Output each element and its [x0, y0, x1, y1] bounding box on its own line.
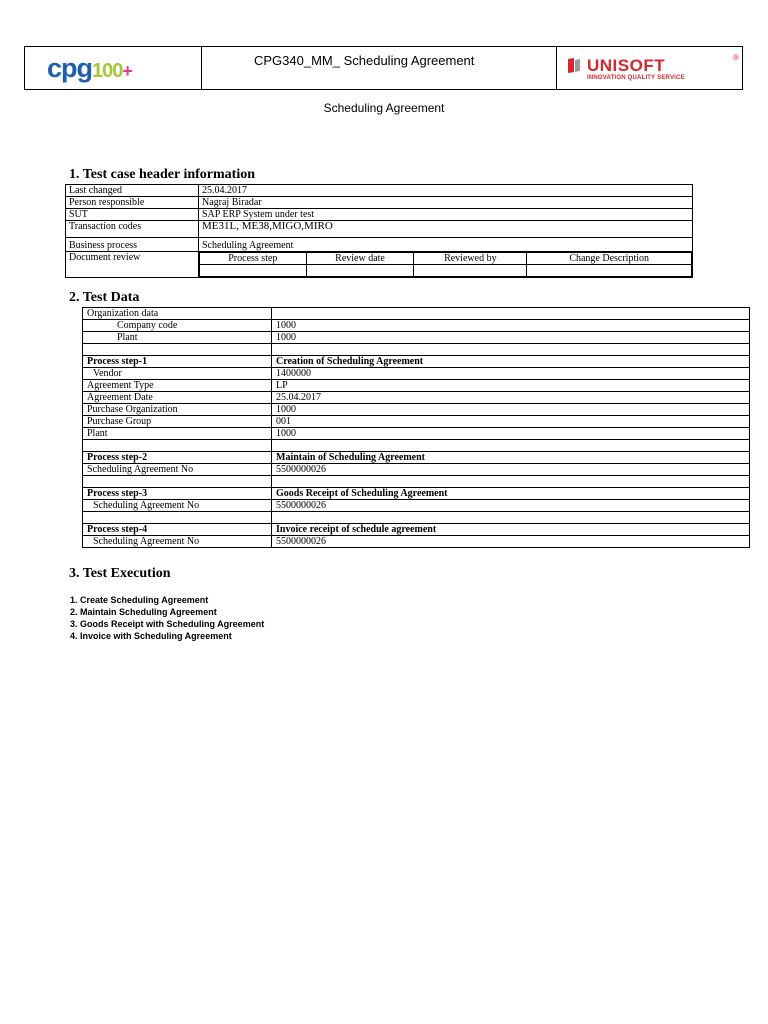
company-code-value: 1000	[272, 320, 750, 332]
table-row	[83, 452, 750, 464]
table-row	[83, 536, 750, 548]
empty-cell	[306, 265, 414, 277]
table-row	[83, 320, 750, 332]
org-data-label: Organization data	[83, 308, 272, 320]
table-row	[83, 392, 750, 404]
subtable-header-row	[200, 253, 692, 265]
document-title: Scheduling Agreement	[323, 101, 445, 115]
step4-sa-value: 5500000026	[272, 536, 750, 548]
empty-cell	[527, 265, 692, 277]
step4-label: Process step-4	[83, 524, 272, 536]
table-row	[66, 221, 693, 238]
doc-review-subtable-cell	[199, 252, 693, 278]
row-label: Transaction codes	[66, 221, 199, 238]
step3-sa-label: Scheduling Agreement No	[83, 500, 272, 512]
table-row	[83, 416, 750, 428]
table-row	[83, 500, 750, 512]
step2-label: Process step-2	[83, 452, 272, 464]
step3-label: Process step-3	[83, 488, 272, 500]
list-item: 3. Goods Receipt with Scheduling Agreement	[70, 619, 265, 629]
table-row	[83, 332, 750, 344]
empty-cell	[414, 265, 527, 277]
table-row	[66, 209, 693, 221]
table-row	[66, 238, 693, 252]
col-reviewed-by: Reviewed by	[414, 253, 527, 265]
table-row-doc-review	[66, 252, 693, 278]
execution-list	[70, 594, 264, 642]
unisoft-reg-mark: ®	[733, 53, 739, 62]
doc-review-subtable	[199, 252, 692, 277]
table-row	[83, 524, 750, 536]
list-item: 1. Create Scheduling Agreement	[70, 595, 209, 605]
col-change-description: Change Description	[527, 253, 692, 265]
cpg-logo-part3: +	[122, 60, 132, 81]
row-label: Person responsible	[66, 197, 199, 209]
test-data-table	[82, 307, 750, 548]
unisoft-tagline: INNOVATION QUALITY SERVICE	[587, 75, 685, 81]
empty-cell	[272, 308, 750, 320]
header-info-table	[65, 184, 693, 278]
document-header	[24, 46, 743, 90]
step3-sa-value: 5500000026	[272, 500, 750, 512]
unisoft-logo-name: UNISOFT	[587, 56, 666, 75]
table-row	[83, 464, 750, 476]
purch-group-value: 001	[272, 416, 750, 428]
vendor-value: 1400000	[272, 368, 750, 380]
row-label: Business process	[66, 238, 199, 252]
step4-title: Invoice receipt of schedule agreement	[272, 524, 750, 536]
step2-title: Maintain of Scheduling Agreement	[272, 452, 750, 464]
table-row-spacer	[83, 440, 750, 452]
table-row	[83, 356, 750, 368]
row-value: SAP ERP System under test	[199, 209, 693, 221]
cpg-logo-part2: 100	[92, 59, 123, 82]
section1-heading: 1. Test case header information	[69, 167, 256, 182]
table-row	[83, 380, 750, 392]
table-row	[66, 185, 693, 197]
header-title-cell	[202, 47, 557, 89]
doc-review-label: Document review	[66, 252, 199, 278]
cpg-logo-part1: cpg	[47, 52, 93, 83]
col-process-step: Process step	[200, 253, 307, 265]
table-row	[83, 368, 750, 380]
row-label: SUT	[66, 209, 199, 221]
step1-plant-label: Plant	[83, 428, 272, 440]
section3-heading: 3. Test Execution	[69, 566, 171, 581]
list-item: 2. Maintain Scheduling Agreement	[70, 607, 217, 617]
vendor-label: Vendor	[83, 368, 272, 380]
step1-title: Creation of Scheduling Agreement	[272, 356, 750, 368]
purch-org-value: 1000	[272, 404, 750, 416]
step1-label: Process step-1	[83, 356, 272, 368]
section2-heading: 2. Test Data	[69, 290, 140, 305]
header-title: CPG340_MM_ Scheduling Agreement	[254, 53, 475, 68]
agreement-date-label: Agreement Date	[83, 392, 272, 404]
cpg-logo-cell	[25, 47, 202, 89]
row-value: Nagraj Biradar	[199, 197, 693, 209]
table-row-spacer	[83, 344, 750, 356]
step3-title: Goods Receipt of Scheduling Agreement	[272, 488, 750, 500]
row-label: Last changed	[66, 185, 199, 197]
unisoft-mark-icon	[567, 57, 581, 74]
step2-sa-label: Scheduling Agreement No	[83, 464, 272, 476]
agreement-date-value: 25.04.2017	[272, 392, 750, 404]
step4-sa-label: Scheduling Agreement No	[83, 536, 272, 548]
plant-label: Plant	[83, 332, 272, 344]
purch-org-label: Purchase Organization	[83, 404, 272, 416]
subtable-empty-row	[200, 265, 692, 277]
table-row	[83, 308, 750, 320]
list-item: 4. Invoice with Scheduling Agreement	[70, 631, 232, 641]
agreement-type-value: LP	[272, 380, 750, 392]
cpg100-logo	[47, 53, 132, 84]
step1-plant-value: 1000	[272, 428, 750, 440]
table-row	[83, 488, 750, 500]
table-row	[66, 197, 693, 209]
step2-sa-value: 5500000026	[272, 464, 750, 476]
row-value: 25.04.2017	[199, 185, 693, 197]
table-row	[83, 404, 750, 416]
empty-cell	[200, 265, 307, 277]
col-review-date: Review date	[306, 253, 414, 265]
row-value: Scheduling Agreement	[199, 238, 693, 252]
row-value: ME31L, ME38,MIGO,MIRO	[199, 221, 693, 238]
purch-group-label: Purchase Group	[83, 416, 272, 428]
table-row-spacer	[83, 512, 750, 524]
table-row-spacer	[83, 476, 750, 488]
unisoft-logo-cell	[557, 47, 742, 89]
agreement-type-label: Agreement Type	[83, 380, 272, 392]
company-code-label: Company code	[83, 320, 272, 332]
plant-value: 1000	[272, 332, 750, 344]
table-row	[83, 428, 750, 440]
